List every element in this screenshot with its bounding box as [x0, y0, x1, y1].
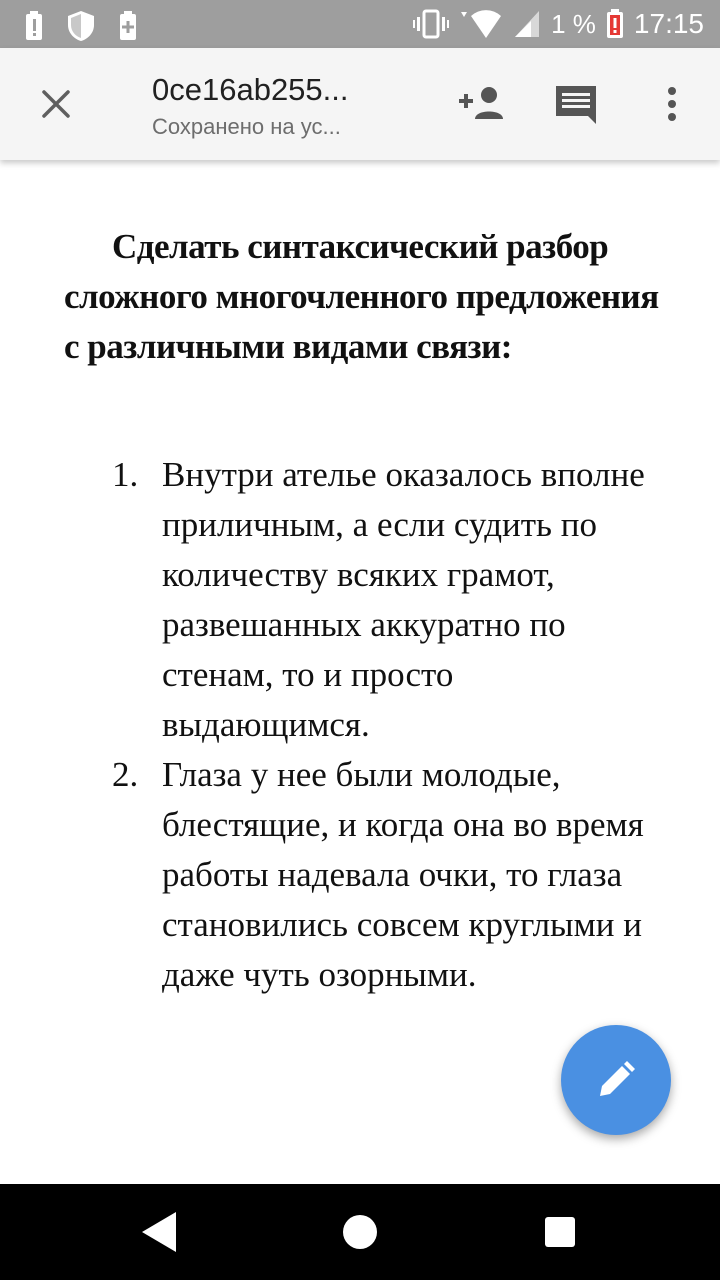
battery-low-icon	[606, 9, 624, 39]
app-bar	[0, 48, 720, 160]
more-vert-icon	[666, 86, 678, 122]
home-button[interactable]	[330, 1202, 390, 1262]
document-title: 0ce16ab255...	[152, 72, 349, 107]
shield-icon	[66, 10, 96, 42]
comments-button[interactable]	[548, 76, 604, 132]
signal-icon	[513, 9, 541, 39]
battery-alert-icon	[24, 11, 44, 41]
list-number: 1.	[112, 455, 139, 494]
list-item	[64, 450, 664, 750]
status-left-icons	[24, 10, 138, 42]
list-item-text: Внутри ателье оказалось вполне приличным, а если судить по количеству всяких грамот, развешанных аккуратно по стенам, то и просто выдающимся.	[162, 455, 645, 744]
list-number: 2.	[112, 755, 139, 794]
clock: 17:15	[633, 8, 704, 39]
close-icon	[41, 89, 71, 119]
battery-percent: 1 %	[551, 8, 596, 39]
comment-icon	[554, 84, 598, 124]
edit-fab[interactable]	[561, 1025, 671, 1135]
back-icon	[140, 1210, 180, 1254]
recents-button[interactable]	[530, 1202, 590, 1262]
navigation-bar	[0, 1184, 720, 1280]
pencil-icon	[596, 1060, 636, 1100]
status-bar	[0, 0, 720, 48]
close-button[interactable]	[30, 78, 82, 130]
wifi-icon	[459, 8, 503, 40]
sentence-list	[64, 450, 664, 1000]
list-item-text: Глаза у нее были молодые, блестящие, и когда она во время работы надевала очки, то глаза становились совсем круглыми и даже чуть озорными.	[162, 755, 644, 994]
title-block[interactable]	[152, 70, 402, 144]
vibrate-icon	[413, 9, 449, 39]
battery-plus-icon	[118, 11, 138, 41]
back-button[interactable]	[130, 1202, 190, 1262]
document-heading: Сделать синтаксический разбор сложного многочленного предложения с различными видами связи:	[64, 227, 659, 366]
home-icon	[342, 1214, 378, 1250]
recents-icon	[544, 1216, 576, 1248]
list-item	[64, 750, 664, 1000]
status-right-icons	[413, 0, 704, 48]
save-status: Сохранено на ус...	[152, 114, 341, 139]
more-options-button[interactable]	[644, 76, 700, 132]
share-button[interactable]	[452, 76, 508, 132]
add-person-icon	[455, 85, 505, 123]
